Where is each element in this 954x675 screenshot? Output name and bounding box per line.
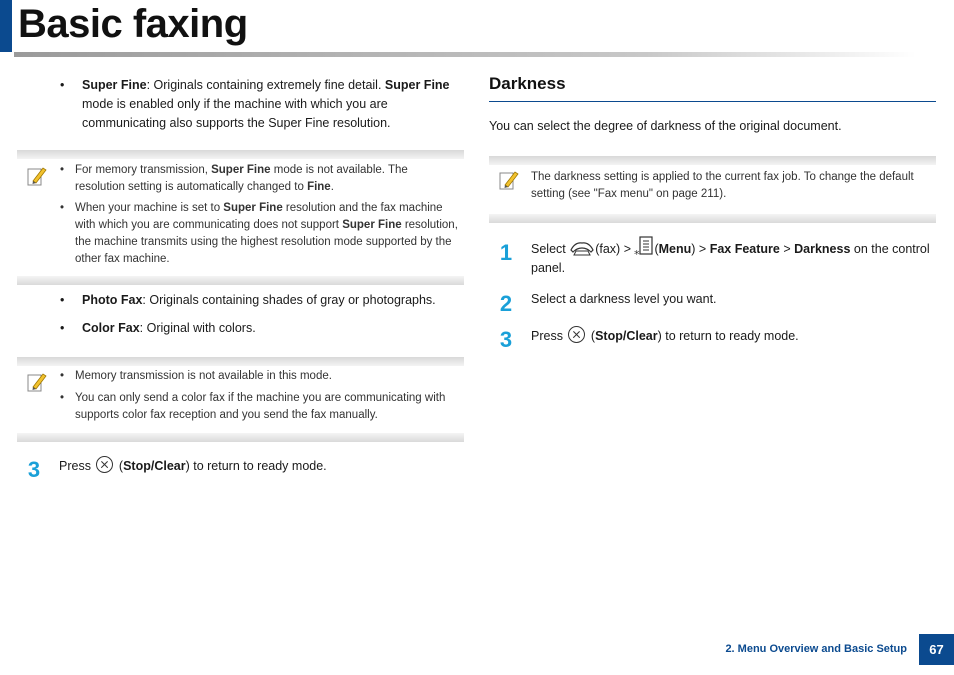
step-number-3: 3	[499, 327, 513, 352]
list-item-super-fine	[60, 76, 460, 133]
right-step-2-text: Select a darkness level you want.	[531, 292, 717, 306]
step-number-3: 3	[27, 457, 41, 482]
note2-item-1: • Memory transmission is not available in this mode.	[60, 370, 332, 382]
menu-icon	[634, 236, 654, 258]
darkness-intro: You can select the degree of darkness of the original document.	[489, 119, 842, 133]
fax-icon	[569, 238, 595, 256]
left-step-3-text: Press (Stop/Clear) to return to ready mode.	[59, 456, 459, 476]
right-step-3-text: Press (Stop/Clear) to return to ready mode.	[531, 326, 936, 346]
stop-clear-icon	[568, 326, 585, 343]
right-step-1-text: Select (fax) > * (Menu) > Fax Feature > Darkness on the control panel.	[531, 236, 936, 278]
title-accent-bar	[0, 0, 12, 52]
page-title: Basic faxing	[18, 2, 248, 46]
step-number-2: 2	[499, 291, 513, 316]
page-number: 67	[919, 634, 954, 665]
note-pencil-icon	[499, 169, 519, 191]
list-item-color-fax: • Color Fax: Original with colors.	[60, 321, 256, 335]
step-number-1: 1	[499, 240, 513, 265]
note-pencil-icon	[27, 371, 47, 393]
svg-text:*: *	[634, 248, 640, 258]
title-rule	[14, 52, 916, 57]
list-item-photo-fax: • Photo Fax: Originals containing shades of gray or photographs.	[60, 293, 436, 307]
note-box-darkness	[489, 156, 936, 223]
note-box-2	[17, 357, 464, 442]
note-box-1	[17, 150, 464, 285]
section-heading-darkness: Darkness	[489, 74, 566, 93]
footer-section-label: 2. Menu Overview and Basic Setup	[725, 643, 907, 655]
darkness-note-text: The darkness setting is applied to the current fax job. To change the default setting (see "Fax menu" on page 211).	[531, 171, 914, 200]
heading-rule	[489, 101, 936, 102]
note2-item-2: • You can only send a color fax if the machine you are communicating with supports color fax reception and you send the fax manually.	[60, 392, 446, 421]
super-fine-text: Super Fine: Originals containing extremely fine detail. Super Fine mode is enabled only if the machine with which you are communicating also supports the Super Fine resolution.	[82, 78, 450, 130]
note-pencil-icon	[27, 165, 47, 187]
note1-item-1: • For memory transmission, Super Fine mode is not available. The resolution setting is automatically changed to Fine.	[60, 164, 408, 193]
note1-item-2: • When your machine is set to Super Fine resolution and the fax machine with which you are communicating does not support Super Fine resolution, the machine transmits using the highest resolution mode supported by the other fax machine.	[60, 202, 458, 265]
bullet: •	[60, 78, 65, 92]
stop-clear-icon	[96, 456, 113, 473]
